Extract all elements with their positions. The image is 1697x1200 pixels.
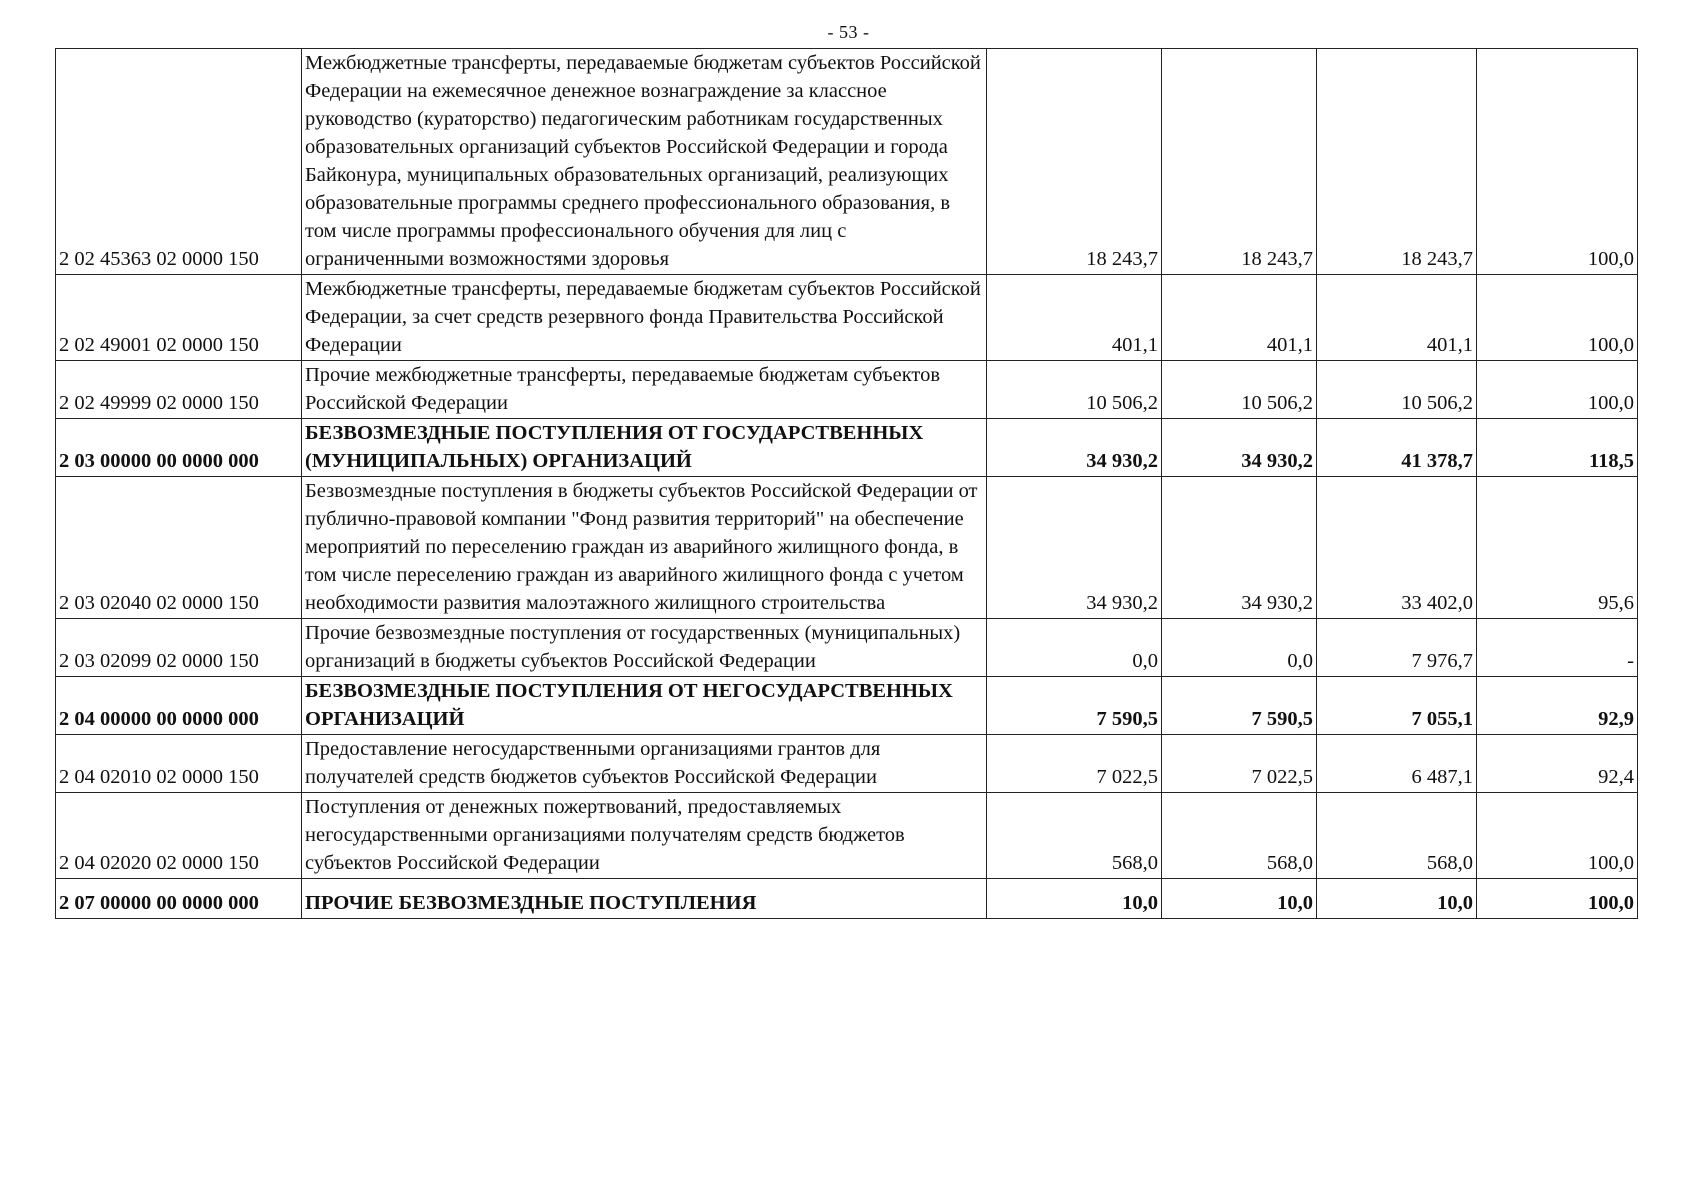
budget-code: 2 02 49999 02 0000 150 (56, 361, 302, 419)
row-description: БЕЗВОЗМЕЗДНЫЕ ПОСТУПЛЕНИЯ ОТ НЕГОСУДАРСТВЕННЫХ ОРГАНИЗАЦИЙ (302, 677, 987, 735)
table-row-total (56, 879, 1638, 919)
value-cell: 41 378,7 (1317, 419, 1477, 477)
value-cell: 33 402,0 (1317, 477, 1477, 619)
value-cell: 7 055,1 (1317, 677, 1477, 735)
row-description: Прочие безвозмездные поступления от государственных (муниципальных) организаций в бюджеты субъектов Российской Федерации (302, 619, 987, 677)
value-cell: 7 022,5 (1162, 735, 1317, 793)
percent-cell: - (1477, 619, 1638, 677)
percent-cell: 92,9 (1477, 677, 1638, 735)
table-row (56, 619, 1638, 677)
table-row-total (56, 419, 1638, 477)
row-description: Прочие межбюджетные трансферты, передаваемые бюджетам субъектов Российской Федерации (302, 361, 987, 419)
row-description: Поступления от денежных пожертвований, предоставляемых негосударственными организациями получателям средств бюджетов субъектов Российской Федерации (302, 793, 987, 879)
value-cell: 7 590,5 (1162, 677, 1317, 735)
value-cell: 10 506,2 (1317, 361, 1477, 419)
value-cell: 34 930,2 (1162, 477, 1317, 619)
value-cell: 18 243,7 (1317, 49, 1477, 275)
percent-cell: 118,5 (1477, 419, 1638, 477)
percent-cell: 95,6 (1477, 477, 1638, 619)
table-row (56, 735, 1638, 793)
budget-code: 2 03 02040 02 0000 150 (56, 477, 302, 619)
budget-code: 2 04 02010 02 0000 150 (56, 735, 302, 793)
percent-cell: 92,4 (1477, 735, 1638, 793)
value-cell: 7 022,5 (987, 735, 1162, 793)
value-cell: 10,0 (1317, 879, 1477, 919)
value-cell: 34 930,2 (987, 419, 1162, 477)
percent-cell: 100,0 (1477, 49, 1638, 275)
row-description: Безвозмездные поступления в бюджеты субъектов Российской Федерации от публично-правовой компании "Фонд развития территорий" на обеспечение мероприятий по переселению граждан из аварийного жилищного фонда, в том числе переселению граждан из аварийного жилищного фонда с учетом необходимости развития малоэтажного жилищного строительства (302, 477, 987, 619)
table-row-total (56, 677, 1638, 735)
table-row (56, 275, 1638, 361)
budget-code: 2 02 49001 02 0000 150 (56, 275, 302, 361)
value-cell: 10 506,2 (1162, 361, 1317, 419)
table-row (56, 793, 1638, 879)
budget-code: 2 04 00000 00 0000 000 (56, 677, 302, 735)
row-description: ПРОЧИЕ БЕЗВОЗМЕЗДНЫЕ ПОСТУПЛЕНИЯ (302, 879, 987, 919)
value-cell: 568,0 (1317, 793, 1477, 879)
table-row (56, 361, 1638, 419)
row-description: Предоставление негосударственными организациями грантов для получателей средств бюджетов субъектов Российской Федерации (302, 735, 987, 793)
value-cell: 10,0 (987, 879, 1162, 919)
value-cell: 401,1 (1317, 275, 1477, 361)
budget-code: 2 02 45363 02 0000 150 (56, 49, 302, 275)
value-cell: 18 243,7 (987, 49, 1162, 275)
budget-code: 2 07 00000 00 0000 000 (56, 879, 302, 919)
budget-code: 2 03 00000 00 0000 000 (56, 419, 302, 477)
value-cell: 401,1 (1162, 275, 1317, 361)
value-cell: 18 243,7 (1162, 49, 1317, 275)
table-row (56, 477, 1638, 619)
value-cell: 401,1 (987, 275, 1162, 361)
row-description: Межбюджетные трансферты, передаваемые бюджетам субъектов Российской Федерации на ежемесячное денежное вознаграждение за классное руководство (кураторство) педагогическим работникам государственных образовательных организаций субъектов Российской Федерации и города Байконура, муниципальных образовательных организаций, реализующих образовательные программы среднего профессионального образования, в том числе программы профессионального обучения для лиц с ограниченными возможностями здоровья (302, 49, 987, 275)
percent-cell: 100,0 (1477, 361, 1638, 419)
value-cell: 568,0 (987, 793, 1162, 879)
value-cell: 0,0 (987, 619, 1162, 677)
percent-cell: 100,0 (1477, 793, 1638, 879)
value-cell: 6 487,1 (1317, 735, 1477, 793)
value-cell: 7 976,7 (1317, 619, 1477, 677)
value-cell: 10,0 (1162, 879, 1317, 919)
row-description: Межбюджетные трансферты, передаваемые бюджетам субъектов Российской Федерации, за счет средств резервного фонда Правительства Российской Федерации (302, 275, 987, 361)
value-cell: 10 506,2 (987, 361, 1162, 419)
page-number: - 53 - (827, 22, 870, 42)
budget-code: 2 04 02020 02 0000 150 (56, 793, 302, 879)
row-description: БЕЗВОЗМЕЗДНЫЕ ПОСТУПЛЕНИЯ ОТ ГОСУДАРСТВЕННЫХ (МУНИЦИПАЛЬНЫХ) ОРГАНИЗАЦИЙ (302, 419, 987, 477)
budget-revenue-table (55, 48, 1638, 919)
budget-code: 2 03 02099 02 0000 150 (56, 619, 302, 677)
value-cell: 7 590,5 (987, 677, 1162, 735)
value-cell: 34 930,2 (1162, 419, 1317, 477)
percent-cell: 100,0 (1477, 879, 1638, 919)
value-cell: 0,0 (1162, 619, 1317, 677)
value-cell: 568,0 (1162, 793, 1317, 879)
value-cell: 34 930,2 (987, 477, 1162, 619)
percent-cell: 100,0 (1477, 275, 1638, 361)
table-row (56, 49, 1638, 275)
